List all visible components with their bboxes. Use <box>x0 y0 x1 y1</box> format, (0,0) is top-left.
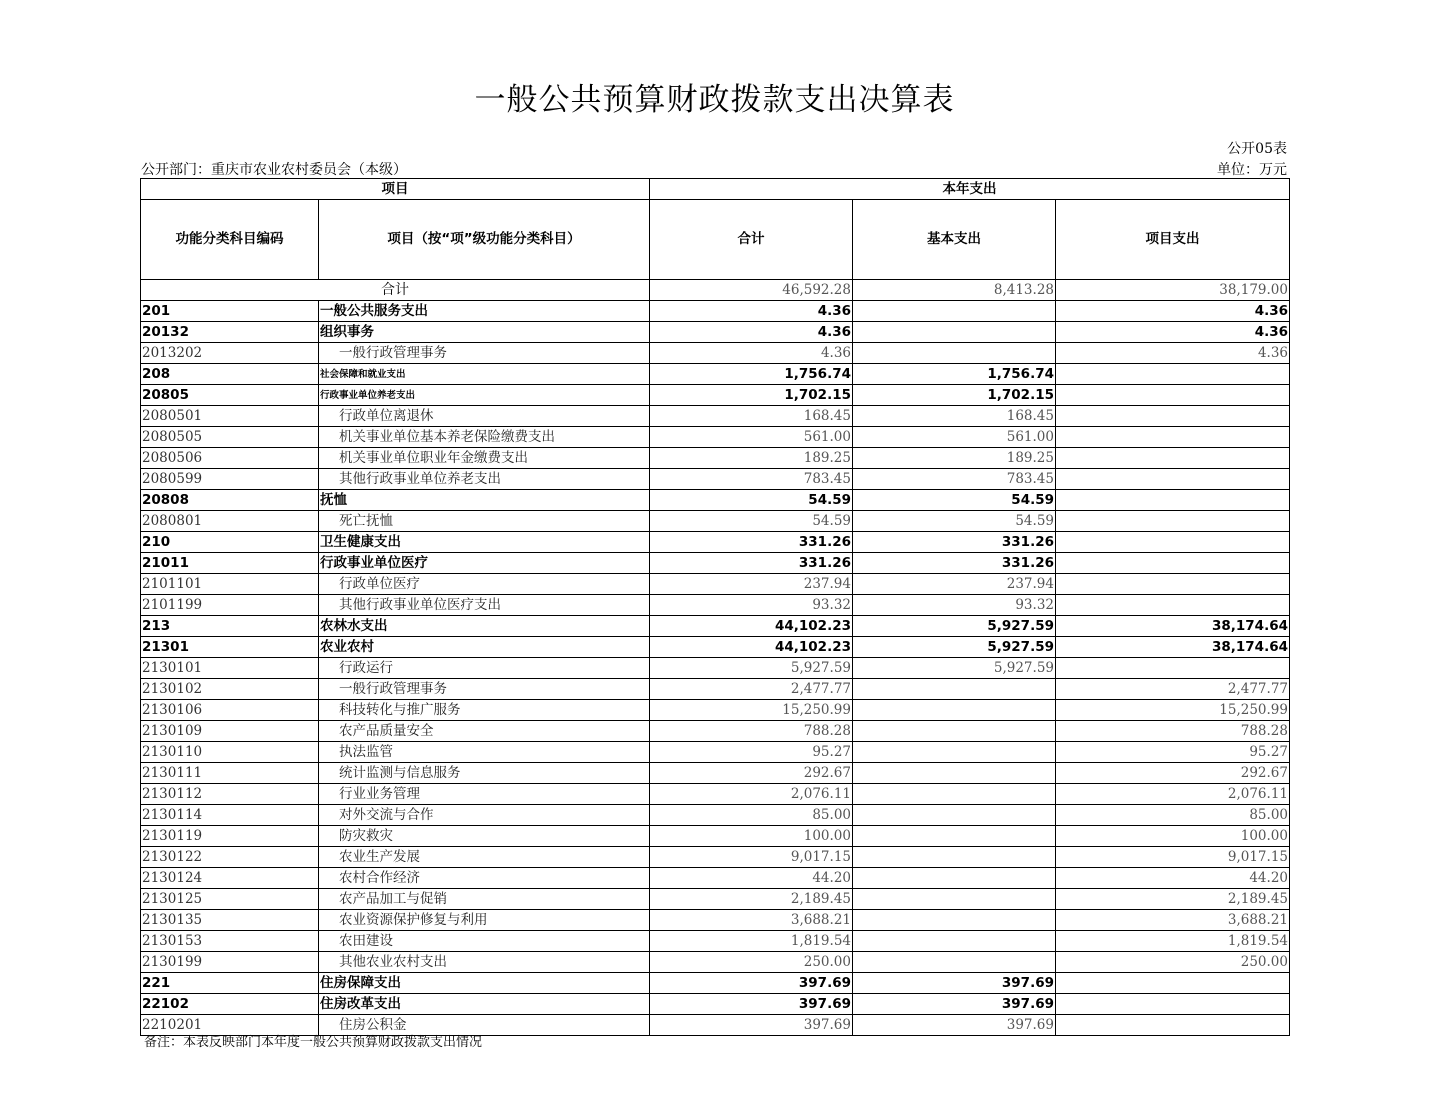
basic-cell: 397.69 <box>853 973 1056 994</box>
table-row <box>141 658 1290 679</box>
total-cell: 85.00 <box>650 805 853 826</box>
project-cell <box>1056 574 1290 595</box>
name-cell: 农产品加工与促销 <box>319 889 650 910</box>
name-cell: 住房改革支出 <box>319 994 650 1015</box>
project-cell <box>1056 973 1290 994</box>
table-row <box>141 343 1290 364</box>
table-row <box>141 616 1290 637</box>
project-cell <box>1056 364 1290 385</box>
name-cell: 机关事业单位职业年金缴费支出 <box>319 448 650 469</box>
code-cell: 2130199 <box>141 952 319 973</box>
basic-cell <box>853 721 1056 742</box>
project-cell: 85.00 <box>1056 805 1290 826</box>
code-cell: 2130114 <box>141 805 319 826</box>
table-row <box>141 637 1290 658</box>
basic-cell <box>853 742 1056 763</box>
table-row <box>141 700 1290 721</box>
header-name: 项目（按“项”级功能分类科目） <box>319 200 650 280</box>
basic-cell: 331.26 <box>853 532 1056 553</box>
total-cell: 788.28 <box>650 721 853 742</box>
name-cell: 农业生产发展 <box>319 847 650 868</box>
project-cell: 4.36 <box>1056 301 1290 322</box>
code-cell: 20808 <box>141 490 319 511</box>
total-label: 合计 <box>141 280 650 301</box>
name-cell: 死亡抚恤 <box>319 511 650 532</box>
name-cell: 组织事务 <box>319 322 650 343</box>
basic-cell: 397.69 <box>853 994 1056 1015</box>
basic-cell <box>853 889 1056 910</box>
basic-cell: 237.94 <box>853 574 1056 595</box>
name-cell: 农业资源保护修复与利用 <box>319 910 650 931</box>
code-cell: 2130111 <box>141 763 319 784</box>
code-cell: 22102 <box>141 994 319 1015</box>
project-cell <box>1056 1015 1290 1036</box>
name-cell: 抚恤 <box>319 490 650 511</box>
unit-label: 单位：万元 <box>1217 162 1287 178</box>
table-row <box>141 406 1290 427</box>
basic-cell: 783.45 <box>853 469 1056 490</box>
table-body <box>141 179 1290 1036</box>
header-spend-group: 本年支出 <box>650 179 1290 200</box>
project-cell: 292.67 <box>1056 763 1290 784</box>
code-cell: 2080501 <box>141 406 319 427</box>
name-cell: 行政单位医疗 <box>319 574 650 595</box>
code-cell: 2013202 <box>141 343 319 364</box>
total-cell: 93.32 <box>650 595 853 616</box>
table-row <box>141 805 1290 826</box>
basic-cell <box>853 868 1056 889</box>
name-cell: 社会保障和就业支出 <box>319 364 650 385</box>
basic-cell <box>853 910 1056 931</box>
header-item-group: 项目 <box>141 179 650 200</box>
code-cell: 213 <box>141 616 319 637</box>
header-code: 功能分类科目编码 <box>141 200 319 280</box>
total-cell: 44,102.23 <box>650 637 853 658</box>
code-cell: 2130153 <box>141 931 319 952</box>
code-cell: 2080506 <box>141 448 319 469</box>
name-cell: 行政事业单位养老支出 <box>319 385 650 406</box>
project-cell: 9,017.15 <box>1056 847 1290 868</box>
footnote: 备注：本表反映部门本年度一般公共预算财政拨款支出情况 <box>144 1035 483 1050</box>
code-cell: 2080505 <box>141 427 319 448</box>
table-row <box>141 931 1290 952</box>
total-cell: 237.94 <box>650 574 853 595</box>
table-row <box>141 763 1290 784</box>
project-cell: 2,189.45 <box>1056 889 1290 910</box>
total-cell: 250.00 <box>650 952 853 973</box>
project-cell <box>1056 511 1290 532</box>
code-cell: 2130112 <box>141 784 319 805</box>
code-cell: 208 <box>141 364 319 385</box>
header-column-row <box>141 200 1290 280</box>
budget-table <box>140 178 1290 1036</box>
name-cell: 一般行政管理事务 <box>319 679 650 700</box>
code-cell: 2210201 <box>141 1015 319 1036</box>
basic-cell: 54.59 <box>853 511 1056 532</box>
code-cell: 2130119 <box>141 826 319 847</box>
table-row <box>141 952 1290 973</box>
project-cell: 2,477.77 <box>1056 679 1290 700</box>
total-row <box>141 280 1290 301</box>
table-row <box>141 826 1290 847</box>
total-basic: 8,413.28 <box>853 280 1056 301</box>
code-cell: 20132 <box>141 322 319 343</box>
basic-cell <box>853 343 1056 364</box>
name-cell: 住房公积金 <box>319 1015 650 1036</box>
basic-cell: 5,927.59 <box>853 616 1056 637</box>
code-cell: 2130110 <box>141 742 319 763</box>
name-cell: 其他行政事业单位医疗支出 <box>319 595 650 616</box>
name-cell: 机关事业单位基本养老保险缴费支出 <box>319 427 650 448</box>
header-group-row <box>141 179 1290 200</box>
name-cell: 行政运行 <box>319 658 650 679</box>
total-cell: 189.25 <box>650 448 853 469</box>
project-cell <box>1056 994 1290 1015</box>
code-cell: 2130106 <box>141 700 319 721</box>
basic-cell: 331.26 <box>853 553 1056 574</box>
total-project: 38,179.00 <box>1056 280 1290 301</box>
code-cell: 2130109 <box>141 721 319 742</box>
table-row <box>141 679 1290 700</box>
basic-cell: 54.59 <box>853 490 1056 511</box>
code-cell: 2130124 <box>141 868 319 889</box>
project-cell <box>1056 406 1290 427</box>
table-row <box>141 364 1290 385</box>
total-cell: 397.69 <box>650 994 853 1015</box>
header-total: 合计 <box>650 200 853 280</box>
code-cell: 2130135 <box>141 910 319 931</box>
name-cell: 统计监测与信息服务 <box>319 763 650 784</box>
code-cell: 2130101 <box>141 658 319 679</box>
name-cell: 农村合作经济 <box>319 868 650 889</box>
table-row <box>141 784 1290 805</box>
form-number: 公开05表 <box>1227 141 1287 157</box>
project-cell: 4.36 <box>1056 343 1290 364</box>
project-cell: 2,076.11 <box>1056 784 1290 805</box>
basic-cell: 189.25 <box>853 448 1056 469</box>
basic-cell <box>853 847 1056 868</box>
project-cell <box>1056 532 1290 553</box>
basic-cell <box>853 700 1056 721</box>
code-cell: 201 <box>141 301 319 322</box>
code-cell: 2130102 <box>141 679 319 700</box>
table-row <box>141 301 1290 322</box>
table-row <box>141 574 1290 595</box>
table-row <box>141 973 1290 994</box>
code-cell: 2080599 <box>141 469 319 490</box>
total-cell: 5,927.59 <box>650 658 853 679</box>
total-cell: 1,702.15 <box>650 385 853 406</box>
page-title: 一般公共预算财政拨款支出决算表 <box>474 82 955 118</box>
basic-cell <box>853 763 1056 784</box>
table-row <box>141 595 1290 616</box>
code-cell: 2101101 <box>141 574 319 595</box>
table-row <box>141 427 1290 448</box>
project-cell <box>1056 469 1290 490</box>
name-cell: 农田建设 <box>319 931 650 952</box>
basic-cell <box>853 952 1056 973</box>
code-cell: 21301 <box>141 637 319 658</box>
total-cell: 783.45 <box>650 469 853 490</box>
department-label: 公开部门：重庆市农业农村委员会（本级） <box>141 162 407 178</box>
basic-cell: 5,927.59 <box>853 658 1056 679</box>
basic-cell <box>853 322 1056 343</box>
table-row <box>141 742 1290 763</box>
code-cell: 2101199 <box>141 595 319 616</box>
total-cell: 4.36 <box>650 322 853 343</box>
basic-cell: 397.69 <box>853 1015 1056 1036</box>
basic-cell <box>853 784 1056 805</box>
project-cell: 15,250.99 <box>1056 700 1290 721</box>
basic-cell <box>853 931 1056 952</box>
basic-cell: 561.00 <box>853 427 1056 448</box>
code-cell: 2130122 <box>141 847 319 868</box>
code-cell: 210 <box>141 532 319 553</box>
table-row <box>141 448 1290 469</box>
name-cell: 行政事业单位医疗 <box>319 553 650 574</box>
total-cell: 54.59 <box>650 490 853 511</box>
code-cell: 2080801 <box>141 511 319 532</box>
table-row <box>141 847 1290 868</box>
name-cell: 农产品质量安全 <box>319 721 650 742</box>
total-cell: 15,250.99 <box>650 700 853 721</box>
basic-cell: 93.32 <box>853 595 1056 616</box>
project-cell <box>1056 658 1290 679</box>
total-cell: 331.26 <box>650 532 853 553</box>
total-cell: 168.45 <box>650 406 853 427</box>
code-cell: 21011 <box>141 553 319 574</box>
total-cell: 2,076.11 <box>650 784 853 805</box>
header-project: 项目支出 <box>1056 200 1290 280</box>
code-cell: 2130125 <box>141 889 319 910</box>
project-cell <box>1056 448 1290 469</box>
project-cell: 3,688.21 <box>1056 910 1290 931</box>
project-cell <box>1056 595 1290 616</box>
project-cell <box>1056 553 1290 574</box>
table-row <box>141 721 1290 742</box>
total-cell: 397.69 <box>650 1015 853 1036</box>
project-cell: 44.20 <box>1056 868 1290 889</box>
project-cell <box>1056 490 1290 511</box>
total-cell: 4.36 <box>650 343 853 364</box>
name-cell: 卫生健康支出 <box>319 532 650 553</box>
total-cell: 54.59 <box>650 511 853 532</box>
table-row <box>141 994 1290 1015</box>
table-row <box>141 490 1290 511</box>
total-cell: 4.36 <box>650 301 853 322</box>
total-cell: 1,819.54 <box>650 931 853 952</box>
basic-cell <box>853 679 1056 700</box>
code-cell: 20805 <box>141 385 319 406</box>
name-cell: 对外交流与合作 <box>319 805 650 826</box>
total-cell: 9,017.15 <box>650 847 853 868</box>
name-cell: 农林水支出 <box>319 616 650 637</box>
project-cell: 250.00 <box>1056 952 1290 973</box>
basic-cell: 1,702.15 <box>853 385 1056 406</box>
total-cell: 95.27 <box>650 742 853 763</box>
name-cell: 一般行政管理事务 <box>319 343 650 364</box>
project-cell <box>1056 427 1290 448</box>
project-cell: 95.27 <box>1056 742 1290 763</box>
name-cell: 行政单位离退休 <box>319 406 650 427</box>
name-cell: 住房保障支出 <box>319 973 650 994</box>
project-cell: 4.36 <box>1056 322 1290 343</box>
name-cell: 其他行政事业单位养老支出 <box>319 469 650 490</box>
table-row <box>141 511 1290 532</box>
total-cell: 2,477.77 <box>650 679 853 700</box>
table-row <box>141 532 1290 553</box>
name-cell: 防灾救灾 <box>319 826 650 847</box>
total-cell: 331.26 <box>650 553 853 574</box>
name-cell: 一般公共服务支出 <box>319 301 650 322</box>
project-cell: 1,819.54 <box>1056 931 1290 952</box>
name-cell: 科技转化与推广服务 <box>319 700 650 721</box>
name-cell: 执法监管 <box>319 742 650 763</box>
name-cell: 行业业务管理 <box>319 784 650 805</box>
total-cell: 3,688.21 <box>650 910 853 931</box>
total-cell: 292.67 <box>650 763 853 784</box>
header-basic: 基本支出 <box>853 200 1056 280</box>
basic-cell <box>853 301 1056 322</box>
total-cell: 2,189.45 <box>650 889 853 910</box>
table-row <box>141 469 1290 490</box>
total-cell: 561.00 <box>650 427 853 448</box>
total-cell: 44.20 <box>650 868 853 889</box>
basic-cell: 5,927.59 <box>853 637 1056 658</box>
table-row <box>141 553 1290 574</box>
project-cell: 100.00 <box>1056 826 1290 847</box>
basic-cell <box>853 826 1056 847</box>
total-cell: 100.00 <box>650 826 853 847</box>
basic-cell: 168.45 <box>853 406 1056 427</box>
table-row <box>141 910 1290 931</box>
total-cell: 397.69 <box>650 973 853 994</box>
name-cell: 其他农业农村支出 <box>319 952 650 973</box>
project-cell: 788.28 <box>1056 721 1290 742</box>
project-cell <box>1056 385 1290 406</box>
basic-cell: 1,756.74 <box>853 364 1056 385</box>
table-row <box>141 385 1290 406</box>
table-row <box>141 868 1290 889</box>
table-row <box>141 322 1290 343</box>
total-cell: 1,756.74 <box>650 364 853 385</box>
total-cell: 44,102.23 <box>650 616 853 637</box>
code-cell: 221 <box>141 973 319 994</box>
table-row <box>141 889 1290 910</box>
project-cell: 38,174.64 <box>1056 616 1290 637</box>
name-cell: 农业农村 <box>319 637 650 658</box>
total-amount: 46,592.28 <box>650 280 853 301</box>
basic-cell <box>853 805 1056 826</box>
project-cell: 38,174.64 <box>1056 637 1290 658</box>
